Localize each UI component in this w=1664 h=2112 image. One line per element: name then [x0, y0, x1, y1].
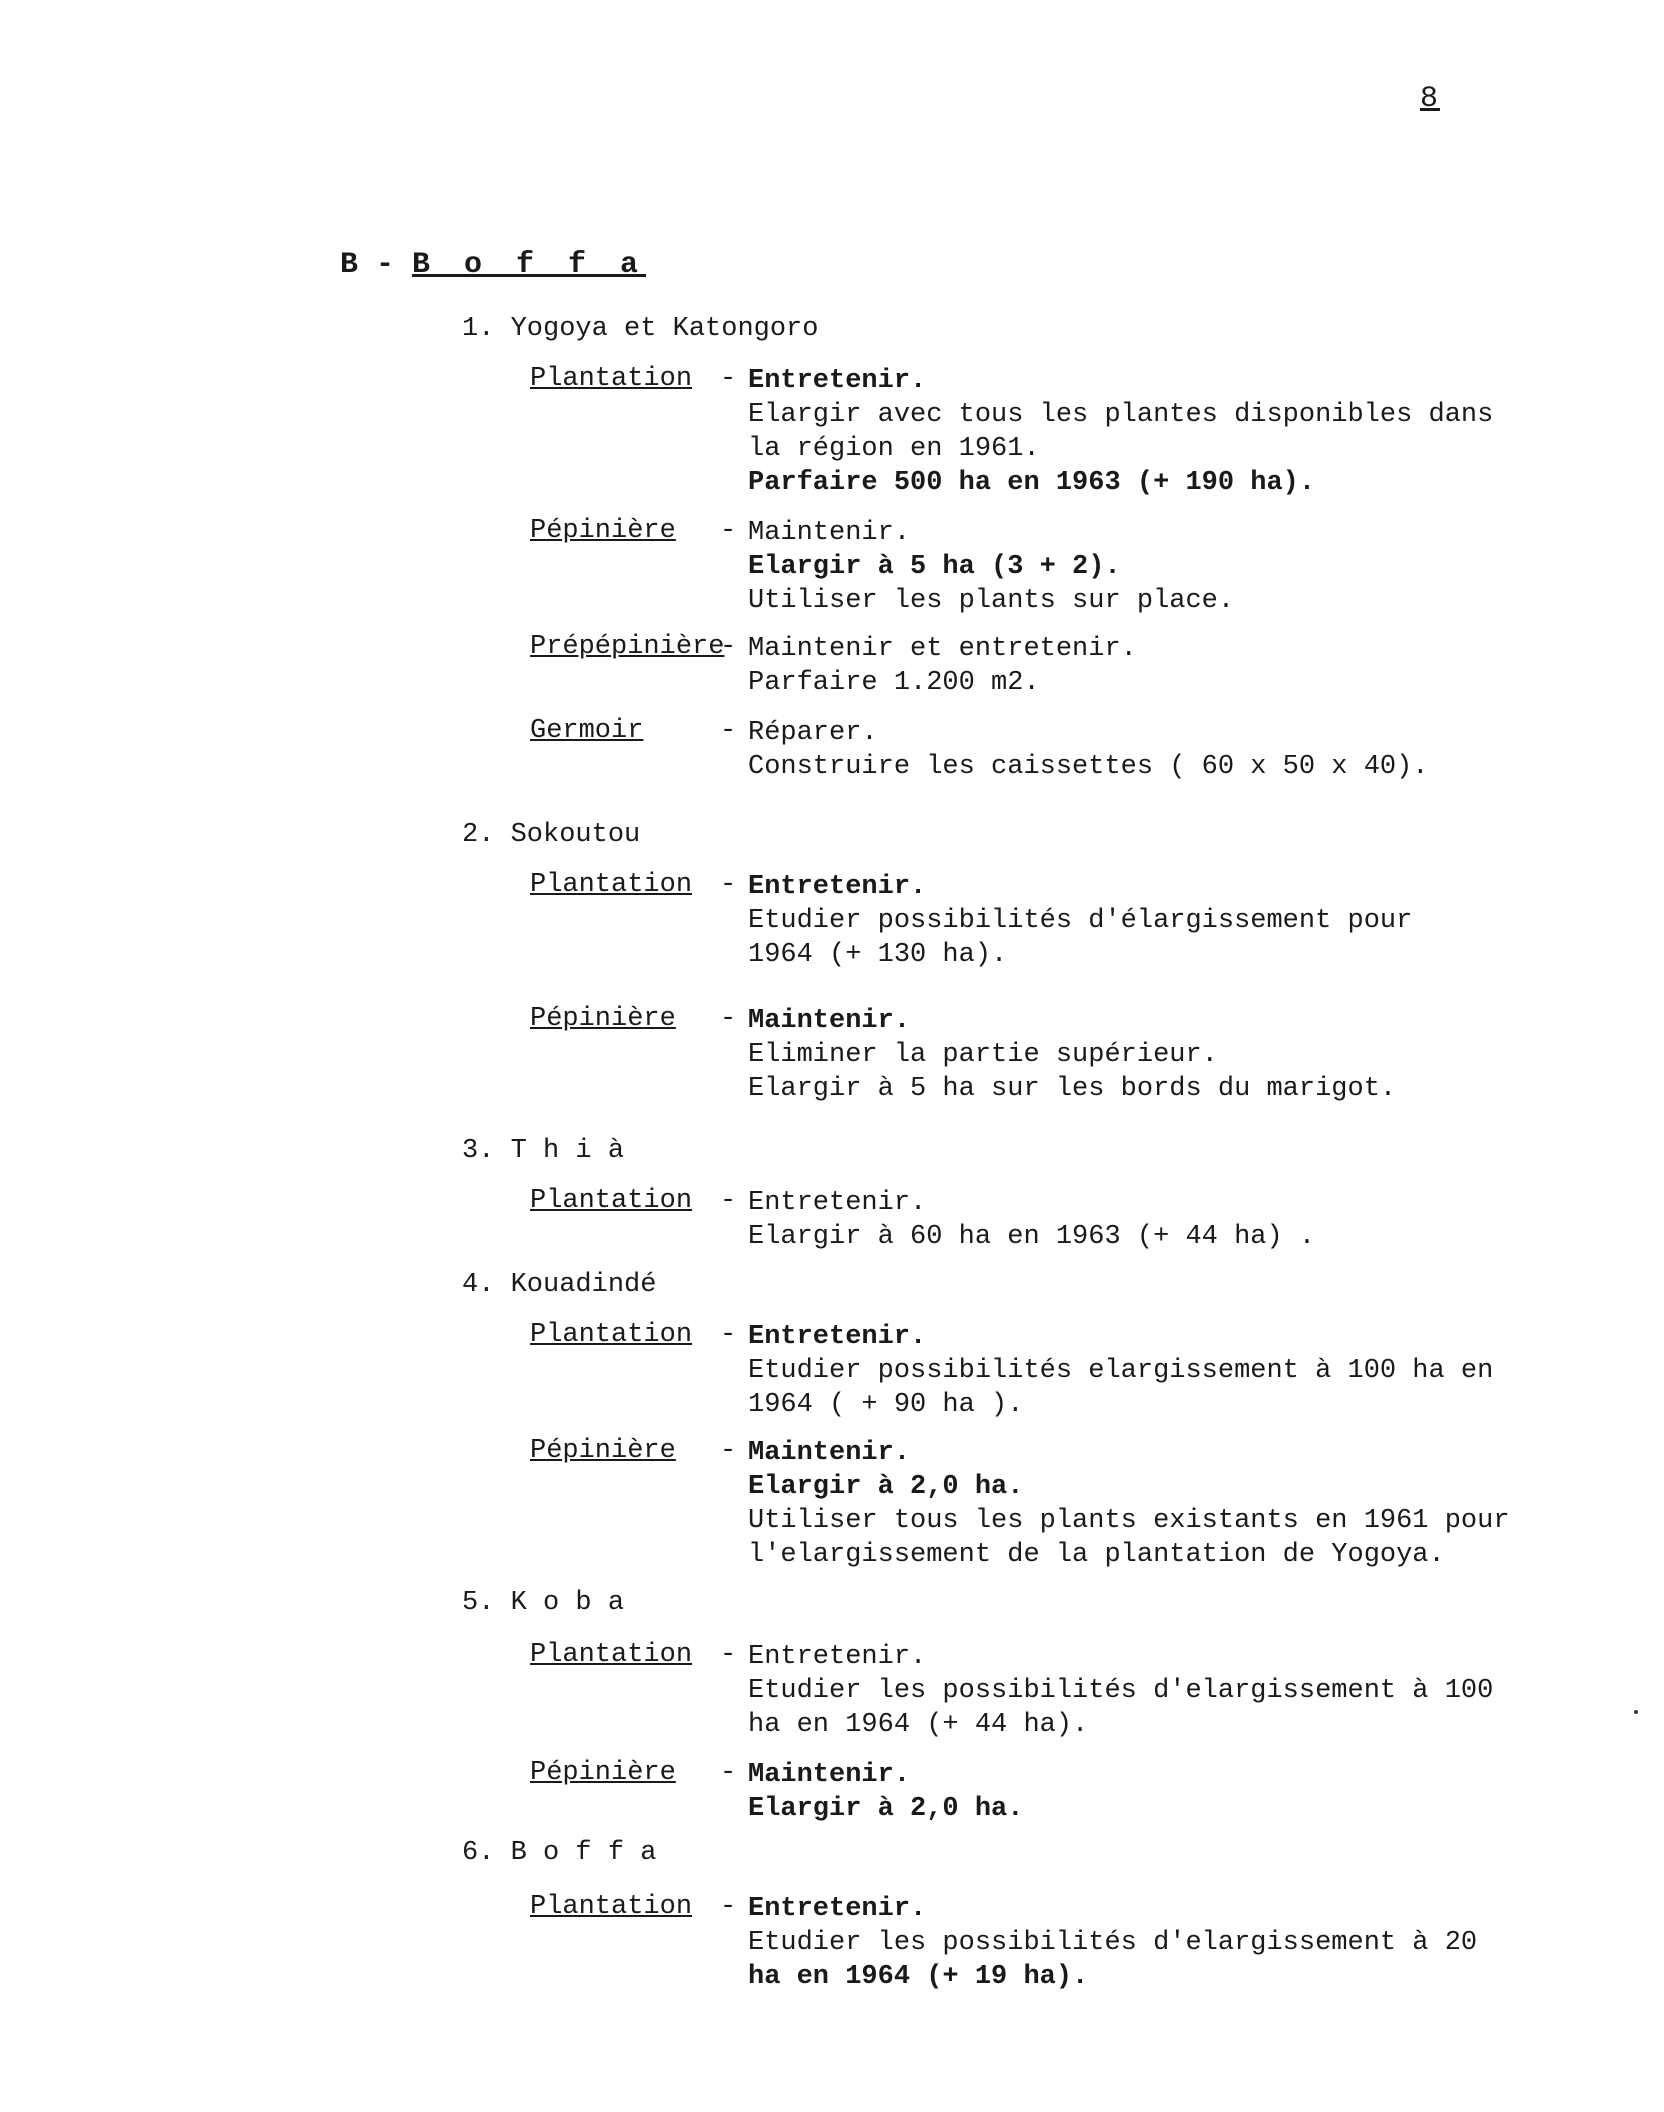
entry-line: Entretenir.: [748, 1188, 927, 1218]
entry-label: Plantation: [530, 1892, 693, 1922]
entry-line: Entretenir.: [748, 872, 927, 902]
entry-line: ha en 1964 (+ 44 ha).: [748, 1710, 1089, 1740]
entry-line: ha en 1964 (+ 19 ha).: [748, 1962, 1089, 1992]
entry-line: Parfaire 500 ha en 1963 (+ 190 ha).: [748, 468, 1316, 498]
entry-label: Pépinière: [530, 1004, 676, 1034]
entry-dash: -: [720, 364, 737, 394]
entry-line: Etudier les possibilités d'elargissement à 20: [748, 1928, 1478, 1958]
scan-speck: [1634, 1710, 1638, 1714]
entry-label: Prépépinière: [530, 632, 725, 662]
entry-lines: [748, 364, 1493, 500]
entry-lines: [748, 1892, 1477, 1994]
entry-lines: [748, 1436, 1510, 1572]
entry-line: 1964 (+ 130 ha).: [748, 940, 1008, 970]
entry-lines: [748, 1186, 1315, 1254]
entry-line: Utiliser tous les plants existants en 1961 pour: [748, 1506, 1510, 1536]
entry-label: Pépinière: [530, 516, 676, 546]
entry-dash: -: [720, 716, 737, 746]
entry-dash: -: [720, 870, 737, 900]
entry-lines: [748, 1320, 1493, 1422]
entry-line: Etudier possibilités d'élargissement pour: [748, 906, 1413, 936]
section-name: B o f f a: [412, 248, 647, 282]
entry-line: Etudier possibilités elargissement à 100 ha en: [748, 1356, 1494, 1386]
entry-line: Etudier les possibilités d'elargissement à 100: [748, 1676, 1494, 1706]
entry-label: Plantation: [530, 364, 693, 394]
entry-line: Réparer.: [748, 718, 878, 748]
entry-lines: [748, 1004, 1396, 1106]
entry-lines: [748, 1640, 1493, 1742]
entry-label: Germoir: [530, 716, 644, 746]
entry-line: Elargir à 60 ha en 1963 (+ 44 ha) .: [748, 1222, 1316, 1252]
entry-dash: -: [720, 1004, 737, 1034]
entry-lines: [748, 716, 1429, 784]
entry-line: Maintenir.: [748, 1760, 911, 1790]
entry-label: Pépinière: [530, 1436, 676, 1466]
entry-line: Entretenir.: [748, 366, 927, 396]
entry-label: Plantation: [530, 1640, 693, 1670]
entry-dash: -: [720, 1436, 737, 1466]
entry-line: Entretenir.: [748, 1322, 927, 1352]
entry-lines: [748, 632, 1137, 700]
entry-label: Plantation: [530, 1186, 693, 1216]
entry-line: Parfaire 1.200 m2.: [748, 668, 1040, 698]
entry-line: l'elargissement de la plantation de Yogoya.: [748, 1540, 1445, 1570]
entry-lines: [748, 1758, 1023, 1826]
entry-line: Maintenir et entretenir.: [748, 634, 1137, 664]
site-title: 6. B o f f a: [462, 1838, 657, 1868]
site-title: 3. T h i à: [462, 1136, 625, 1166]
entry-line: Construire les caissettes ( 60 x 50 x 40).: [748, 752, 1429, 782]
entry-dash: -: [720, 632, 737, 662]
entry-line: 1964 ( + 90 ha ).: [748, 1390, 1024, 1420]
entry-line: Eliminer la partie supérieur.: [748, 1040, 1218, 1070]
entry-line: Elargir à 2,0 ha.: [748, 1472, 1024, 1502]
entry-line: Maintenir.: [748, 1006, 911, 1036]
entry-line: Maintenir.: [748, 1438, 911, 1468]
entry-line: la région en 1961.: [748, 434, 1040, 464]
site-title: 2. Sokoutou: [462, 820, 641, 850]
entry-dash: -: [720, 1640, 737, 1670]
entry-dash: -: [720, 1892, 737, 1922]
entry-lines: [748, 870, 1412, 972]
entry-dash: -: [720, 516, 737, 546]
section-title: [340, 248, 646, 282]
page-number: 8: [1420, 82, 1441, 116]
entry-line: Elargir à 5 ha sur les bords du marigot.: [748, 1074, 1397, 1104]
section-prefix: B -: [340, 248, 395, 282]
entry-label: Plantation: [530, 1320, 693, 1350]
entry-dash: -: [720, 1186, 737, 1216]
site-title: 4. Kouadindé: [462, 1270, 657, 1300]
site-title: 1. Yogoya et Katongoro: [462, 314, 819, 344]
entry-line: Elargir à 2,0 ha.: [748, 1794, 1024, 1824]
entry-line: Entretenir.: [748, 1894, 927, 1924]
entry-dash: -: [720, 1758, 737, 1788]
entry-label: Plantation: [530, 870, 693, 900]
entry-line: Elargir avec tous les plantes disponibles dans: [748, 400, 1494, 430]
entry-line: Elargir à 5 ha (3 + 2).: [748, 552, 1121, 582]
entry-line: Maintenir.: [748, 518, 911, 548]
entry-line: Utiliser les plants sur place.: [748, 586, 1235, 616]
entry-lines: [748, 516, 1234, 618]
entry-dash: -: [720, 1320, 737, 1350]
entry-line: Entretenir.: [748, 1642, 927, 1672]
site-title: 5. K o b a: [462, 1588, 625, 1618]
entry-label: Pépinière: [530, 1758, 676, 1788]
